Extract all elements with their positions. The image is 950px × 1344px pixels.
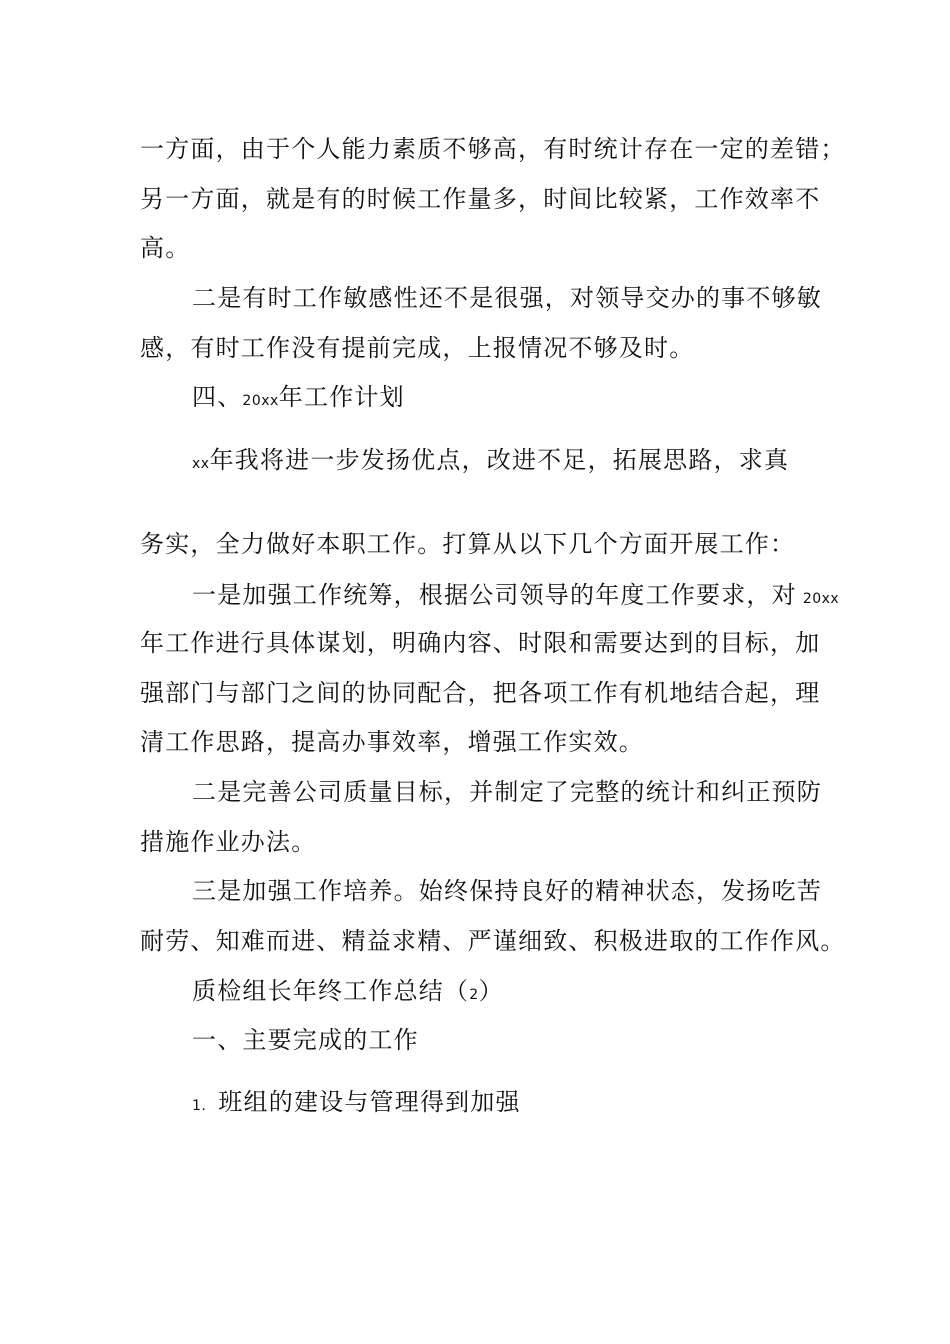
paragraph-line: 感，有时工作没有提前完成，上报情况不够及时。 [140, 334, 695, 362]
document-subtitle [192, 976, 504, 1010]
list-item-text: 班组的建设与管理得到加强 [218, 1088, 521, 1116]
subtitle-text: 质检组长年终工作总结（ [192, 977, 470, 1005]
paragraph-line: 一方面，由于个人能力素质不够高，有时统计存在一定的差错； [140, 135, 846, 163]
paragraph-line: 强部门与部门之间的协同配合，把各项工作有机地结合起，理 [140, 679, 821, 707]
paragraph-line: 二是完善公司质量目标，并制定了完整的统计和纠正预防 [192, 778, 822, 806]
year-abbrev: xx [192, 456, 210, 472]
heading-title: 年工作计划 [278, 383, 405, 411]
year-text: 20xx [242, 393, 279, 409]
paragraph-line: 措施作业办法。 [140, 828, 317, 856]
paragraph-line: 二是有时工作敏感性还不是很强，对领导交办的事不够敏 [192, 284, 822, 312]
paragraph-line: 耐劳、知难而进、精益求精、严谨细致、积极进取的工作作风。 [140, 927, 846, 955]
subtitle-close: ） [478, 977, 504, 1005]
paragraph-line: 三是加强工作培养。始终保持良好的精神状态，发扬吃苦 [192, 877, 822, 905]
paragraph-line: 高。 [140, 234, 191, 262]
list-item-heading [192, 1087, 521, 1121]
line-text: 一是加强工作统筹，根据公司领导的年度工作要求，对 [192, 581, 797, 609]
paragraph-line: 另一方面，就是有的时候工作量多，时间比较紧，工作效率不 [140, 185, 821, 213]
paragraph-line: 年工作进行具体谋划，明确内容、时限和需要达到的目标，加 [140, 629, 821, 657]
paragraph-line [192, 445, 789, 479]
year-text: 20xx [802, 591, 840, 607]
section-heading-completed-work: 一、主要完成的工作 [192, 1026, 419, 1054]
paragraph-line [192, 580, 839, 614]
list-number: 1. [192, 1098, 207, 1114]
section-heading-plan [192, 382, 405, 416]
subtitle-number: 2 [469, 987, 479, 1003]
paragraph-line: 清工作思路，提高办事效率，增强工作实效。 [140, 728, 644, 756]
line-text: 年我将进一步发扬优点，改进不足，拓展思路，求真 [209, 446, 790, 474]
paragraph-line: 务实，全力做好本职工作。打算从以下几个方面开展工作： [140, 530, 796, 558]
heading-number: 四、 [192, 383, 243, 411]
